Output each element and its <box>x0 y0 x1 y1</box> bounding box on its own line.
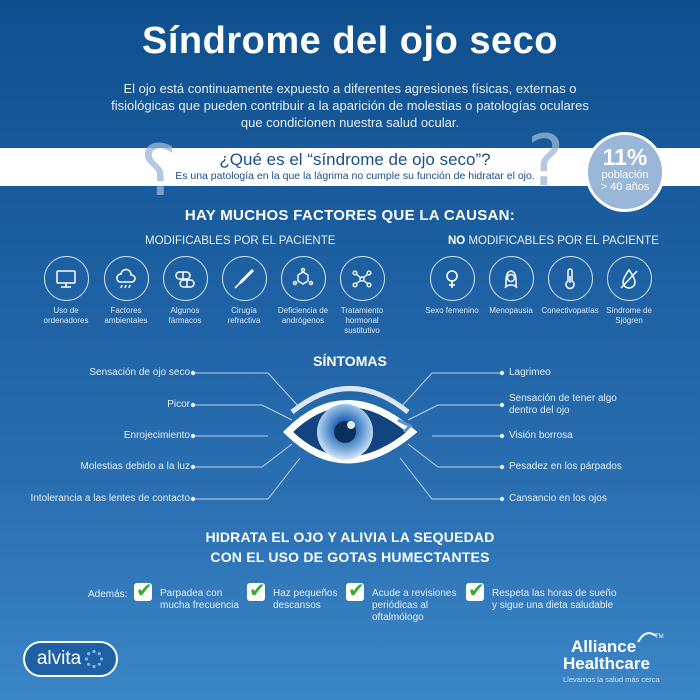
prevalence-label-2: > 40 años <box>600 181 650 193</box>
molecule-icon <box>291 267 315 291</box>
tip-text: Parpadea con mucha frecuencia <box>160 588 239 611</box>
scalpel-icon <box>232 267 256 291</box>
factor-label: Factores ambientales <box>104 306 148 325</box>
check-icon: ✔ <box>468 578 485 602</box>
question-mark-left-icon: ? <box>140 130 178 212</box>
advice-heading-line-1: HIDRATA EL OJO Y ALIVIA LA SEQUEDAD <box>205 529 495 545</box>
alliance-line-1: Alliance <box>571 637 637 656</box>
symptom-left-5: Intolerancia a las lentes de contacto <box>30 493 190 504</box>
dry-drop-icon <box>617 267 641 291</box>
prevalence-badge <box>585 132 665 212</box>
factor-hormone-therapy <box>332 256 392 336</box>
tip-text: Respeta las horas de sueño y sigue una dieta saludable <box>492 588 617 611</box>
hormone-molecule-icon <box>350 267 374 291</box>
factor-label: Uso de ordenadores <box>43 306 89 325</box>
female-icon <box>440 267 464 291</box>
factor-drugs <box>155 256 215 326</box>
factor-androgen-deficiency <box>273 256 333 326</box>
factor-label: Tratamiento hormonal sustitutivo <box>340 306 384 335</box>
prevalence-value: 11% <box>602 144 648 170</box>
alliance-tagline: Llevamos la salud más cerca <box>563 675 660 684</box>
factor-label: Síndrome de Sjögren <box>606 306 652 325</box>
factor-label: Algunos fármacos <box>168 306 202 325</box>
modifiable-heading: MODIFICABLES POR EL PACIENTE <box>145 235 336 247</box>
symptom-right-3: Visión borrosa <box>509 430 573 441</box>
non-modifiable-heading <box>448 235 659 247</box>
advice-heading <box>0 527 700 567</box>
tip-text: Haz pequeños descansos <box>273 588 338 611</box>
trademark-mark: TM <box>655 634 664 640</box>
dots-ring-icon <box>84 649 104 669</box>
check-icon: ✔ <box>348 578 365 602</box>
factor-menopause <box>481 256 541 316</box>
definition-answer: Es una patología en la que la lágrima no cumple su función de hidratar el ojo. <box>175 170 535 182</box>
factor-sjogren <box>599 256 659 326</box>
symptom-right-4: Pesadez en los párpados <box>509 461 622 472</box>
check-icon: ✔ <box>136 578 153 602</box>
alliance-line-2: Healthcare <box>563 654 650 673</box>
symptom-left-2: Picor <box>167 399 190 410</box>
non-modifiable-rest: MODIFICABLES POR EL PACIENTE <box>465 235 659 247</box>
prevalence-label-1: población <box>601 169 649 181</box>
factor-connective-tissue <box>540 256 600 316</box>
factor-label: Cirugía refractiva <box>227 306 261 325</box>
advice-prefix: Además: <box>88 589 128 600</box>
factor-refractive-surgery <box>214 256 274 326</box>
symptom-right-2: Sensación de tener algo dentro del ojo <box>509 393 617 416</box>
symptom-left-4: Molestias debido a la luz <box>80 461 190 472</box>
advice-heading-line-2: CON EL USO DE GOTAS HUMECTANTES <box>210 549 490 565</box>
alliance-healthcare-logo <box>563 634 683 684</box>
definition-question: ¿Qué es el “síndrome de ojo seco”? <box>219 150 491 169</box>
computer-icon <box>54 267 78 291</box>
question-mark-right-icon: ? <box>527 120 565 202</box>
symptom-left-3: Enrojecimiento <box>123 430 190 441</box>
tip-text: Acude a revisiones periódicas al oftalmólogo <box>372 588 457 623</box>
factor-label: Menopausia <box>489 306 533 315</box>
pills-icon <box>173 267 197 291</box>
thermometer-icon <box>558 267 582 291</box>
check-icon: ✔ <box>249 578 266 602</box>
symptom-right-1: Lagrimeo <box>509 367 551 378</box>
weather-icon <box>114 267 138 291</box>
woman-head-icon <box>499 267 523 291</box>
alvita-logo <box>23 641 118 677</box>
factor-label: Conectivopatías <box>541 306 599 315</box>
factor-label: Deficiencia de andrógenos <box>277 306 329 325</box>
symptom-left-1: Sensación de ojo seco <box>89 367 190 378</box>
factor-label: Sexo femenino <box>425 306 479 315</box>
factor-environmental <box>96 256 156 326</box>
symptoms-heading: SÍNTOMAS <box>313 353 387 369</box>
non-modifiable-prefix: NO <box>448 235 466 247</box>
symptom-right-5: Cansancio en los ojos <box>509 493 607 504</box>
factor-computer-use <box>36 256 96 326</box>
factors-heading: HAY MUCHOS FACTORES QUE LA CAUSAN: <box>184 207 516 224</box>
intro-text: El ojo está continuamente expuesto a diferentes agresiones físicas, externas o fisiológicas que pueden contribuir a la aparición de molestias o patologías oculares que condicionen nuestra salud ocular. <box>111 81 589 130</box>
page-title: Síndrome del ojo seco <box>142 20 558 62</box>
factor-female-sex <box>422 256 482 316</box>
alvita-wordmark: alvita <box>36 648 82 669</box>
